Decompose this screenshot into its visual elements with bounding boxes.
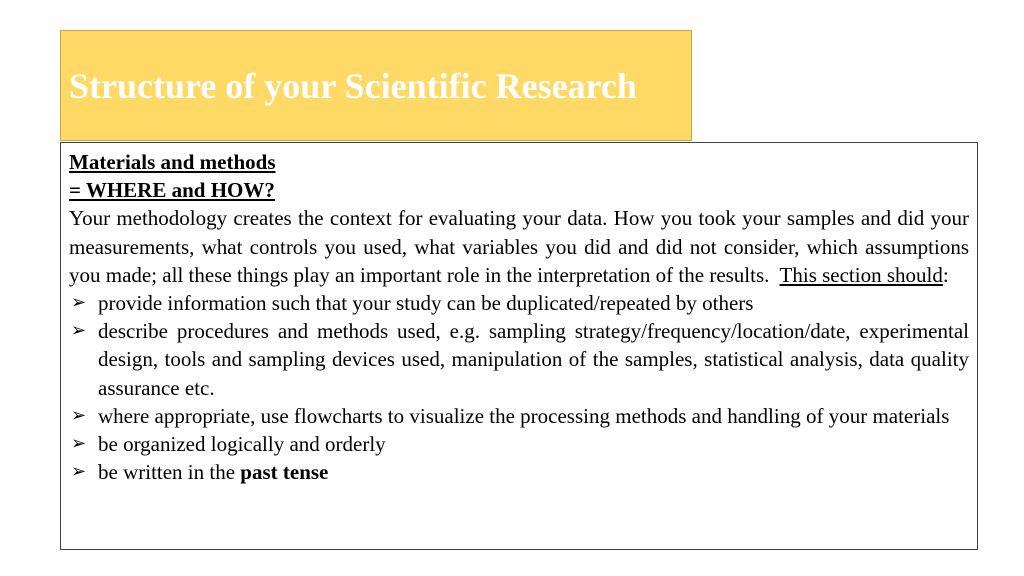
bullet-list xyxy=(69,289,969,486)
list-item-text: where appropriate, use flowcharts to visualize the processing methods and handling of your materials xyxy=(98,403,950,428)
list-item-text: be organized logically and orderly xyxy=(98,432,386,457)
list-item xyxy=(69,458,969,486)
arrowhead-bullet-icon: ➢ xyxy=(71,461,87,483)
intro-paragraph xyxy=(69,204,969,289)
title-banner xyxy=(60,30,692,141)
list-item-text: be written in the xyxy=(98,460,236,485)
list-item xyxy=(69,430,969,458)
list-item xyxy=(69,402,969,430)
lead-in-text: This section should xyxy=(779,262,943,287)
intro-text: Your methodology creates the context for evaluating your data. How you took your samples and did your measurements, what controls you used, what variables you did and did not consider, which assumptions you made; all these things play an important role in the interpretation of the results. xyxy=(69,206,969,287)
arrowhead-bullet-icon: ➢ xyxy=(71,404,87,426)
list-item xyxy=(69,317,969,402)
slide-title: Structure of your Scientific Research xyxy=(69,66,637,106)
list-item xyxy=(69,289,969,317)
arrowhead-bullet-icon: ➢ xyxy=(71,320,87,342)
emphasis-text: past tense xyxy=(240,460,329,485)
arrowhead-bullet-icon: ➢ xyxy=(71,292,87,314)
content-box xyxy=(60,142,978,550)
arrowhead-bullet-icon: ➢ xyxy=(71,433,87,455)
section-heading: Materials and methods xyxy=(69,150,276,174)
lead-in-suffix: : xyxy=(942,262,949,287)
list-item-text: provide information such that your study can be duplicated/repeated by others xyxy=(98,291,754,316)
list-item-text: describe procedures and methods used, e.g. sampling strategy/frequency/location/date, experimental design, tools and sampling devices used, manipulation of the samples, statistical analysis, data quality assurance etc. xyxy=(98,319,969,400)
section-subheading: = WHERE and HOW? xyxy=(69,178,275,203)
